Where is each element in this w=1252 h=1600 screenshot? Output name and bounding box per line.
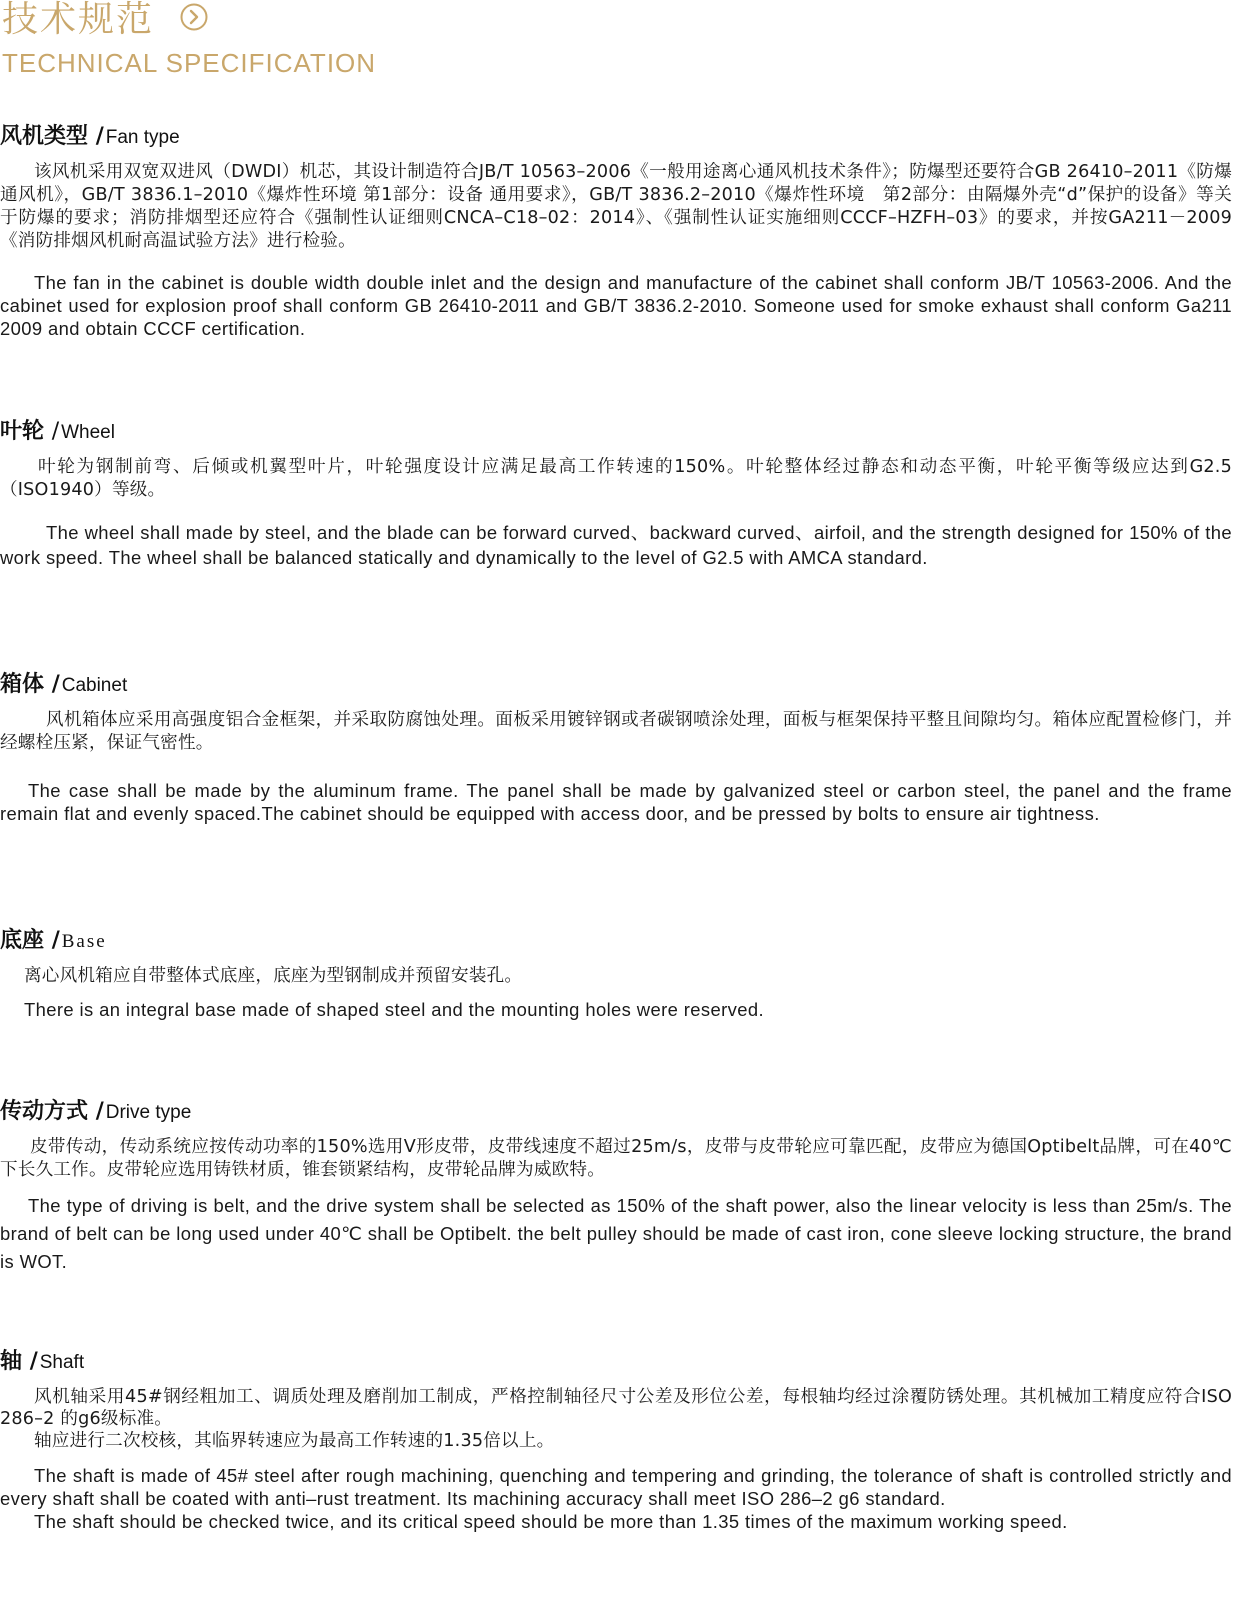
paragraph-en: The case shall be made by the aluminum frame. The panel shall be made by galvanized steel or carbon steel, the panel and the frame remain flat and evenly spaced.The cabinet should be equipped with access door, and be pressed by bolts to ensure air tightness. <box>0 780 1232 824</box>
paragraph-en: The type of driving is belt, and the drive system shall be selected as 150% of the shaft power, also the linear velocity is less than 25m/s. The brand of belt can be long used under 40℃ shall be Optibelt. the belt pulley should be made of cast iron, cone sleeve locking structure, the brand is WOT. <box>0 1195 1232 1272</box>
heading-en: Drive type <box>105 1102 192 1123</box>
section-wheel <box>0 417 1232 570</box>
heading-en: Shaft <box>39 1352 85 1373</box>
paragraph-en-2: The shaft should be checked twice, and its critical speed should be more than 1.35 times of the maximum working speed. <box>34 1511 1068 1532</box>
page-title-en: TECHNICAL SPECIFICATION <box>2 48 377 78</box>
heading-cn: 底座 <box>0 928 45 953</box>
heading-cn: 叶轮 <box>0 419 45 444</box>
paragraph-en: There is an integral base made of shaped steel and the mounting holes were reserved. <box>24 999 765 1020</box>
heading-cn: 传动方式 <box>0 1099 89 1124</box>
paragraph-en: The wheel shall made by steel, and the blade can be forward curved、backward curved、airfoil, and the strength designed for 150% of the work speed. The wheel shall be balanced statically and dynamically to the level of G2.5 with AMCA standard. <box>0 522 1232 568</box>
paragraph-cn: 叶轮为钢制前弯、后倾或机翼型叶片，叶轮强度设计应满足最高工作转速的150%。叶轮整体经过静态和动态平衡，叶轮平衡等级应达到G2.5（ISO1940）等级。 <box>0 457 1232 500</box>
section-heading: 箱体 / Cabinet <box>0 672 128 697</box>
section-heading: 传动方式 / Drive type <box>0 1099 192 1124</box>
heading-en: Base <box>61 931 107 952</box>
page-title-cn: 技术规范 <box>2 0 155 40</box>
paragraph-cn: 皮带传动，传动系统应按传动功率的150%选用V形皮带，皮带线速度不超过25m/s，皮带与皮带轮应可靠匹配，皮带应为德国Optibelt品牌，可在40℃下长久工作。皮带轮应选用铸铁材质，锥套锁紧结构，皮带轮品牌为威欧特。 <box>0 1137 1232 1180</box>
section-fan-type <box>0 122 1232 340</box>
chevron-right-circle-icon <box>180 3 208 31</box>
heading-en: Fan type <box>105 127 180 148</box>
heading-en: Cabinet <box>61 675 128 696</box>
paragraph-en: The fan in the cabinet is double width double inlet and the design and manufacture of the cabinet shall conform JB/T 10563-2006. And the cabinet used for explosion proof shall conform GB 26410-2011 and GB/T 3836.2-2010. Someone used for smoke exhaust shall conform Ga211 2009 and obtain CCCF certification. <box>0 272 1232 339</box>
heading-cn: 轴 <box>0 1349 23 1374</box>
paragraph-cn: 离心风机箱应自带整体式底座，底座为型钢制成并预留安装孔。 <box>24 966 523 986</box>
section-heading: 风机类型 / Fan type <box>0 124 180 149</box>
section-drive-type <box>0 1097 1232 1276</box>
paragraph-cn: 风机轴采用45#钢经粗加工、调质处理及磨削加工制成，严格控制轴径尺寸公差及形位公差，每根轴均经过涂覆防锈处理。其机械加工精度应符合ISO 286–2 的g6级标准。 <box>0 1387 1232 1429</box>
paragraph-en: The shaft is made of 45# steel after rough machining, quenching and tempering and grinding, the tolerance of shaft is controlled strictly and every shaft shall be coated with anti–rust treatment. Its machining accuracy shall meet ISO 286–2 g6 standard. <box>0 1465 1232 1509</box>
section-heading: 底座 / Base <box>0 928 107 953</box>
section-cabinet <box>0 670 1232 825</box>
section-base <box>0 926 1232 1021</box>
heading-cn: 箱体 <box>0 672 45 697</box>
paragraph-cn: 该风机采用双宽双进风（DWDI）机芯，其设计制造符合JB/T 10563–2006《一般用途离心通风机技术条件》；防爆型还要符合GB 26410–2011《防爆通风机》，GB/T 3836.1–2010《爆炸性环境 第1部分：设备 通用要求》，GB/T 3836.2–2010《爆炸性环境 第2部分：由隔爆外壳“d”保护的设备》等关于防爆的要求；消防排烟型还应符合《强制性认证细则CNCA–C18–02：2014》、《强制性认证实施细则CCCF–HZFH–03》的要求，并按GA211－2009《消防排烟风机耐高温试验方法》进行检验。 <box>0 162 1232 251</box>
heading-en: Wheel <box>61 422 115 443</box>
paragraph-cn-2: 轴应进行二次校核，其临界转速应为最高工作转速的1.35倍以上。 <box>34 1431 555 1451</box>
section-shaft <box>0 1347 1232 1533</box>
section-heading: 叶轮 / Wheel <box>0 419 115 444</box>
paragraph-cn: 风机箱体应采用高强度铝合金框架，并采取防腐蚀处理。面板采用镀锌钢或者碳钢喷涂处理，面板与框架保持平整且间隙均匀。箱体应配置检修门，并经螺栓压紧，保证气密性。 <box>0 710 1232 753</box>
heading-cn: 风机类型 <box>0 124 89 149</box>
section-heading: 轴 / Shaft <box>0 1349 85 1374</box>
